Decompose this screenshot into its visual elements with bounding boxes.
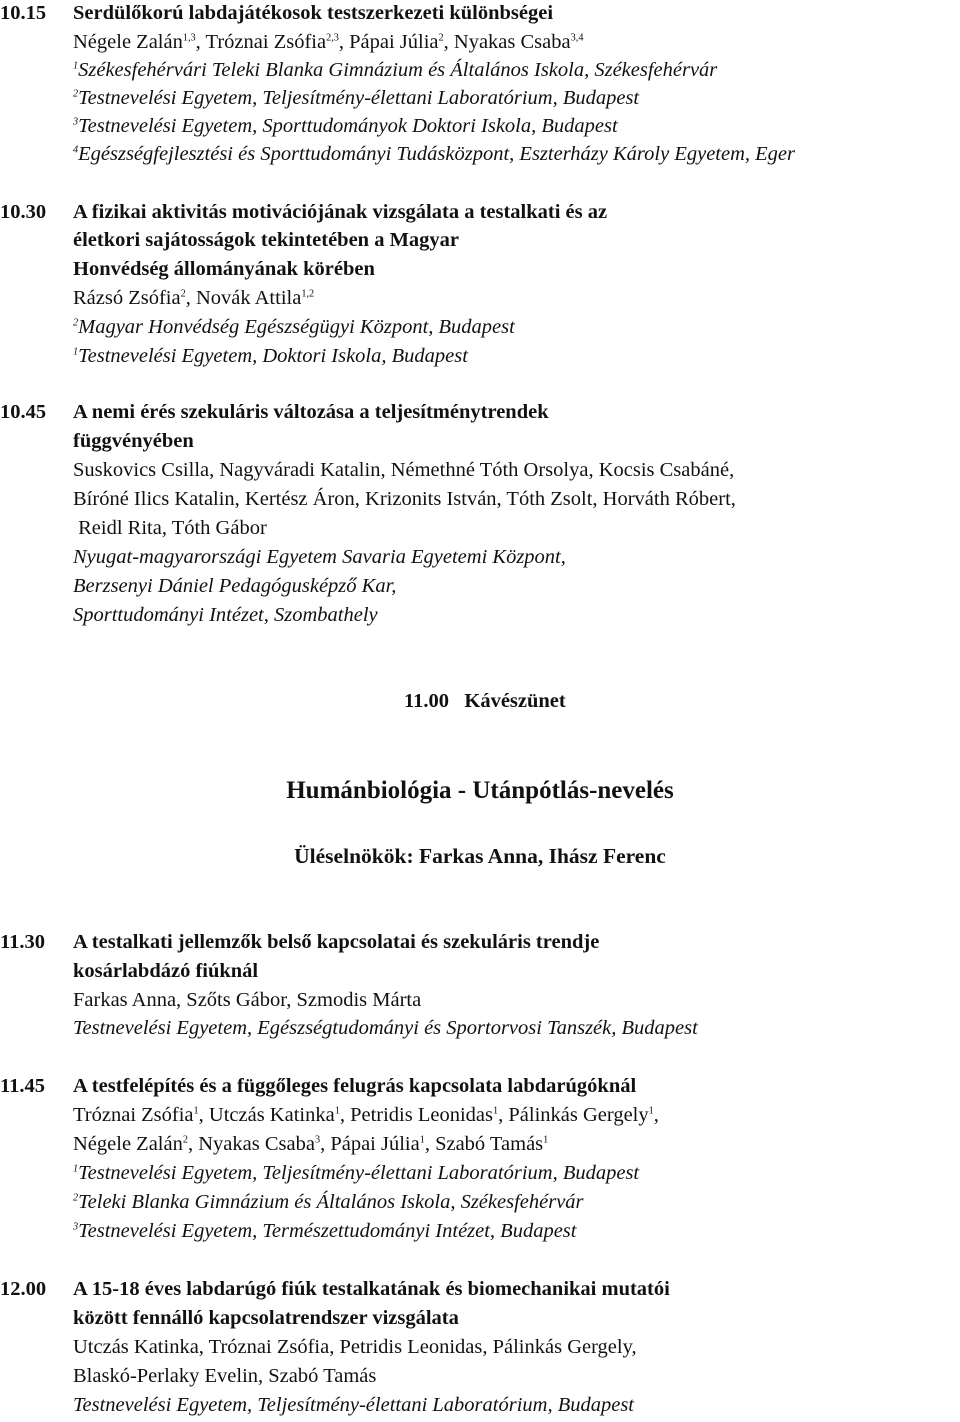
affiliation-line: Berzsenyi Dániel Pedagógusképző Kar, (73, 575, 397, 597)
affiliation: $^3$Testnevelési Egyetem, Sporttudományok Doktori Iskola, Budapest (73, 115, 618, 137)
affiliation: $^1$Testnevelési Egyetem, Teljesítmény-élettani Laboratórium, Budapest (73, 1162, 640, 1184)
affiliation-line: Nyugat-magyarországi Egyetem Savaria Egyetemi Központ, (73, 546, 566, 568)
talk-time: 11.30 (0, 931, 45, 953)
talk-title-line: A fizikai aktivitás motivációjának vizsgálata a testalkati és az (73, 201, 608, 223)
talk-title-line: A nemi érés szekuláris változása a teljesítménytrendek (73, 401, 549, 423)
talk-title: Serdülőkorú labdajátékosok testszerkezeti különbségei (73, 2, 554, 24)
break-entry (404, 688, 566, 714)
talk-time: 11.45 (0, 1075, 45, 1097)
break-time: 11.00 (404, 690, 449, 712)
talk-authors-line: Tróznai Zsófia$^1$, Utczás Katinka$^1$, Petridis Leonidas$^1$, Pálinkás Gergely$^1$, (73, 1104, 659, 1126)
talk-title-line: függvényében (73, 430, 194, 452)
talk-time: 10.30 (0, 201, 47, 223)
talk-time: 10.15 (0, 2, 47, 24)
session-title: Humánbiológia - Utánpótlás-nevelés (286, 777, 674, 804)
talk-authors-line: Blaskó-Perlaky Evelin, Szabó Tamás (73, 1365, 377, 1387)
talk-authors: Farkas Anna, Szőts Gábor, Szmodis Márta (73, 989, 422, 1011)
talk-authors-line: Négele Zalán$^2$, Nyakas Csaba$^3$, Pápai Júlia$^1$, Szabó Tamás$^1$ (73, 1133, 549, 1155)
affiliation: $^2$Teleki Blanka Gimnázium és Általános Iskola, Székesfehérvár (73, 1191, 584, 1213)
affiliation: Testnevelési Egyetem, Egészségtudományi és Sportorvosi Tanszék, Budapest (73, 1017, 698, 1039)
affiliation-line: Sporttudományi Intézet, Szombathely (73, 604, 378, 626)
talk-title-line: A testalkati jellemzők belső kapcsolatai és szekuláris trendje (73, 931, 600, 953)
affiliation: $^2$Testnevelési Egyetem, Teljesítmény-élettani Laboratórium, Budapest (73, 87, 640, 109)
talk-authors-line: Reidl Rita, Tóth Gábor (73, 517, 267, 539)
affiliation: $^1$Székesfehérvári Teleki Blanka Gimnázium és Általános Iskola, Székesfehérvár (73, 59, 718, 81)
talk-authors-line: Bíróné Ilics Katalin, Kertész Áron, Krizonits István, Tóth Zsolt, Horváth Róbert, (73, 488, 736, 510)
talk-authors-line: Suskovics Csilla, Nagyváradi Katalin, Némethné Tóth Orsolya, Kocsis Csabáné, (73, 459, 735, 481)
talk-authors: Rázsó Zsófia$^2$, Novák Attila$^{1,2}$ (73, 287, 315, 309)
break-label: Kávészünet (464, 690, 566, 712)
talk-authors: Négele Zalán$^{1,3}$, Tróznai Zsófia$^{2,3}$, Pápai Júlia$^2$, Nyakas Csaba$^{3,4}$ (73, 31, 584, 53)
affiliation: Testnevelési Egyetem, Teljesítmény-élettani Laboratórium, Budapest (73, 1394, 635, 1416)
talk-title-line: között fennálló kapcsolatrendszer vizsgálata (73, 1307, 459, 1329)
affiliation: $^3$Testnevelési Egyetem, Természettudományi Intézet, Budapest (73, 1220, 577, 1242)
talk-title-line: Honvédség állományának körében (73, 258, 375, 280)
affiliation: $^1$Testnevelési Egyetem, Doktori Iskola, Budapest (73, 345, 468, 367)
talk-title-line: A 15-18 éves labdarúgó fiúk testalkatának és biomechanikai mutatói (73, 1278, 670, 1300)
session-chairs: Üléselnökök: Farkas Anna, Ihász Ferenc (294, 844, 666, 868)
talk-title-line: életkori sajátosságok tekintetében a Magyar (73, 229, 460, 251)
affiliation: $^2$Magyar Honvédség Egészségügyi Központ, Budapest (73, 316, 515, 338)
talk-title-line: kosárlabdázó fiúknál (73, 960, 259, 982)
talk-time: 10.45 (0, 401, 47, 423)
affiliation: $^4$Egészségfejlesztési és Sporttudományi Tudásközpont, Eszterházy Károly Egyetem, Eger (73, 143, 795, 165)
talk-title: A testfelépítés és a függőleges felugrás kapcsolata labdarúgóknál (73, 1075, 637, 1097)
talk-authors-line: Utczás Katinka, Tróznai Zsófia, Petridis Leonidas, Pálinkás Gergely, (73, 1336, 637, 1358)
talk-time: 12.00 (0, 1278, 47, 1300)
